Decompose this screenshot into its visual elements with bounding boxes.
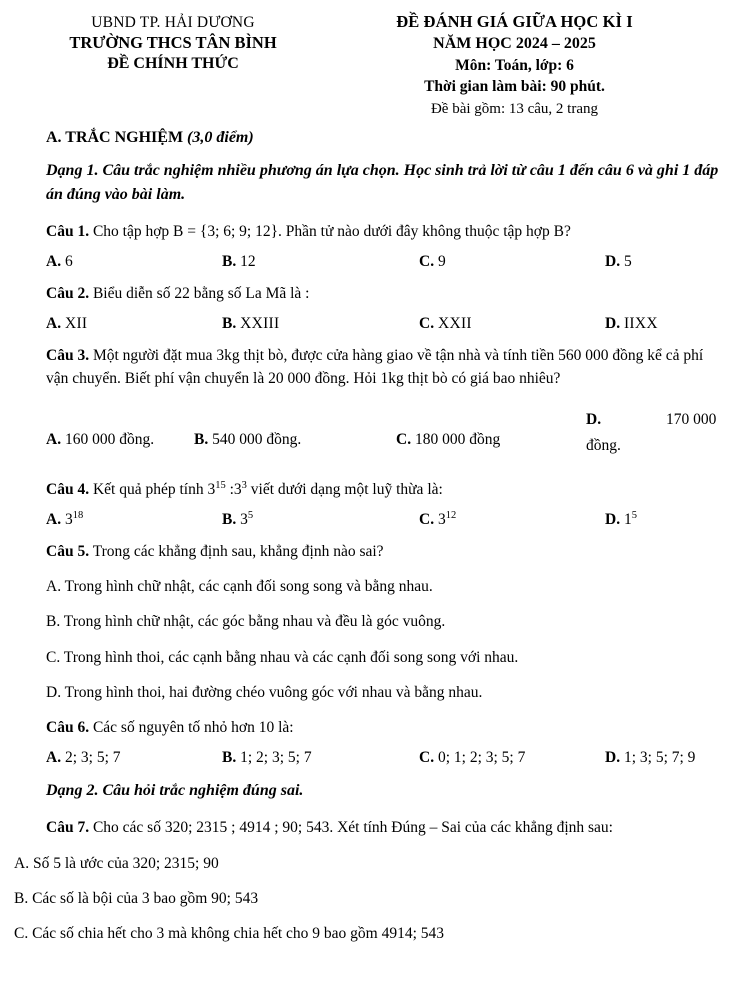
option-value: 3 (437, 511, 446, 529)
question-6-option-c[interactable] (419, 750, 605, 766)
question-2-option-b[interactable] (222, 316, 419, 332)
option-label: C. (396, 431, 412, 449)
question-4-text-mid: :3 (225, 481, 242, 499)
option-label: D. (605, 511, 621, 529)
question-6-label: Câu 6. (46, 719, 90, 737)
header-duration: Thời gian làm bài: 90 phút. (424, 78, 605, 95)
question-4-text-end: viết dưới dạng một luỹ thừa là: (246, 481, 443, 499)
question-5-statement-a[interactable]: A. Trong hình chữ nhật, các cạnh đối song song và bằng nhau. (46, 578, 433, 596)
section-heading-label: A. TRẮC NGHIỆM (46, 128, 184, 146)
question-3-option-c[interactable] (396, 432, 536, 448)
question-5-statement-c[interactable]: C. Trong hình thoi, các cạnh bằng nhau và các cạnh đối song song với nhau. (46, 648, 519, 666)
question-7-statement-c[interactable]: C. Các số chia hết cho 3 mà không chia hết cho 9 bao gồm 4914; 543 (14, 925, 445, 943)
header-school-name: TRƯỜNG THCS TÂN BÌNH (69, 32, 277, 52)
question-2-option-c[interactable] (419, 316, 605, 332)
question-5-statement-b[interactable]: B. Trong hình chữ nhật, các góc bằng nhau và đều là góc vuông. (46, 613, 446, 631)
question-3 (46, 344, 721, 391)
option-exponent: 12 (445, 510, 457, 522)
option-label: C. (419, 511, 435, 529)
option-value: XXII (437, 315, 472, 333)
question-6-option-b[interactable] (222, 750, 419, 766)
header-exam-title: ĐỀ ĐÁNH GIÁ GIỮA HỌC KÌ I (396, 12, 633, 31)
option-label: D. (605, 253, 621, 271)
option-exponent: 5 (247, 510, 254, 522)
part-1-instructions: Dạng 1. Câu trắc nghiệm nhiều phương án lựa chọn. Học sinh trả lời từ câu 1 đến câu 6 và ghi 1 đáp án đúng vào bài làm. (46, 161, 719, 204)
section-heading-score: (3,0 điểm) (187, 128, 254, 146)
question-6-option-d[interactable] (605, 750, 695, 766)
section-heading (46, 130, 721, 146)
question-7-statements (0, 852, 735, 946)
option-label: C. (419, 749, 435, 767)
question-3-option-d-value: 170 000 (666, 411, 717, 429)
question-7 (46, 816, 721, 839)
header-school-block (30, 14, 316, 72)
header-subject: Môn: Toán, lớp: 6 (455, 56, 574, 74)
question-7-label: Câu 7. (46, 818, 90, 836)
question-2-options (46, 316, 721, 332)
option-value: 1; 2; 3; 5; 7 (240, 749, 312, 767)
question-4-options (46, 512, 721, 528)
option-value: 5 (623, 253, 632, 271)
option-value: IIXX (623, 315, 658, 333)
question-5-text: Trong các khẳng định sau, khẳng định nào sai? (92, 542, 384, 560)
option-value: XXIII (240, 315, 280, 333)
header-school-year: NĂM HỌC 2024 – 2025 (433, 34, 596, 52)
option-value: 540 000 đồng. (212, 431, 302, 449)
question-4-exponent-1: 15 (215, 479, 226, 491)
option-value: 2; 3; 5; 7 (64, 749, 121, 767)
question-7-text: Cho các số 320; 2315 ; 4914 ; 90; 543. Xét tính Đúng – Sai của các khẳng định sau: (92, 818, 613, 836)
question-5 (46, 540, 721, 563)
option-value: 160 000 đồng. (64, 431, 155, 449)
option-label: B. (222, 511, 237, 529)
option-label: C. (419, 253, 435, 271)
question-2-option-a[interactable] (46, 316, 222, 332)
question-3-option-d-value-cont: đồng. (586, 437, 621, 455)
option-value: 180 000 đồng (414, 431, 501, 449)
option-exponent: 5 (631, 510, 637, 522)
question-1-options (46, 254, 721, 270)
document-header (0, 14, 735, 117)
option-label: B. (222, 749, 237, 767)
question-5-statement-d[interactable]: D. Trong hình thoi, hai đường chéo vuông góc với nhau và bằng nhau. (46, 683, 483, 701)
question-4 (46, 478, 721, 501)
header-exam-block (316, 14, 713, 117)
question-4-exponent-2: 3 (241, 479, 247, 491)
header-exam-official: ĐỀ CHÍNH THỨC (107, 55, 239, 72)
question-6-option-a[interactable] (46, 750, 222, 766)
option-value: XII (64, 315, 88, 333)
option-label: B. (222, 253, 237, 271)
question-1-label: Câu 1. (46, 223, 90, 241)
question-3-options (46, 412, 721, 466)
question-1-option-a[interactable] (46, 254, 222, 270)
question-1-option-b[interactable] (222, 254, 419, 270)
question-4-text: Kết quả phép tính 3 (92, 481, 216, 499)
header-authority: UBND TP. HẢI DƯƠNG (91, 14, 255, 31)
question-4-option-a[interactable] (46, 512, 222, 528)
header-question-count: Đề bài gồm: 13 câu, 2 trang (430, 100, 599, 117)
question-4-option-d[interactable] (605, 512, 637, 528)
question-2-option-d[interactable] (605, 316, 658, 332)
question-6-text: Các số nguyên tố nhỏ hơn 10 là: (92, 719, 294, 737)
question-1 (46, 220, 721, 243)
question-4-option-c[interactable] (419, 512, 605, 528)
option-value: 1 (623, 511, 632, 529)
question-5-label: Câu 5. (46, 542, 90, 560)
option-label: D. (605, 749, 621, 767)
option-label: A. (46, 253, 62, 271)
question-1-option-d[interactable] (605, 254, 632, 270)
option-label: A. (46, 511, 62, 529)
option-value: 3 (240, 511, 248, 529)
question-2 (46, 282, 721, 305)
option-value: 9 (437, 253, 446, 271)
question-3-option-b[interactable] (194, 432, 301, 448)
part-2-instructions: Dạng 2. Câu hỏi trắc nghiệm đúng sai. (46, 781, 304, 799)
question-6 (46, 716, 721, 739)
option-label: A. (46, 315, 62, 333)
question-1-option-c[interactable] (419, 254, 605, 270)
question-3-text: Một người đặt mua 3kg thịt bò, được cửa hàng giao về tận nhà và tính tiền 560 000 đồng kể cả phí vận chuyển. Biết phí vận chuyển là 20 000 đồng. Hỏi 1kg thịt bò có giá bao nhiêu? (46, 346, 704, 387)
option-value: 3 (64, 511, 73, 529)
option-value: 12 (240, 253, 256, 271)
option-label: B. (222, 315, 237, 333)
question-3-option-d-label[interactable]: D. (586, 411, 602, 429)
option-value: 1; 3; 5; 7; 9 (623, 749, 696, 767)
question-7-statement-b[interactable]: B. Các số là bội của 3 bao gồm 90; 543 (14, 890, 259, 908)
question-4-label: Câu 4. (46, 481, 90, 499)
option-exponent: 18 (72, 510, 84, 522)
question-1-text: Cho tập hợp B = {3; 6; 9; 12}. Phần tử nào dưới đây không thuộc tập hợp B? (92, 223, 571, 241)
question-4-option-b[interactable] (222, 512, 419, 528)
option-value: 0; 1; 2; 3; 5; 7 (437, 749, 526, 767)
question-2-label: Câu 2. (46, 284, 90, 302)
option-label: D. (605, 315, 621, 333)
exam-body (0, 130, 735, 839)
question-3-option-a[interactable] (46, 432, 154, 448)
option-label: C. (419, 315, 435, 333)
question-6-options (46, 750, 721, 766)
question-3-label: Câu 3. (46, 346, 90, 364)
question-2-text: Biểu diễn số 22 bằng số La Mã là : (92, 284, 310, 302)
option-label: A. (46, 431, 62, 449)
question-7-statement-a[interactable]: A. Số 5 là ước của 320; 2315; 90 (14, 854, 219, 872)
option-label: A. (46, 749, 62, 767)
option-label: B. (194, 431, 209, 449)
option-value: 6 (64, 253, 73, 271)
